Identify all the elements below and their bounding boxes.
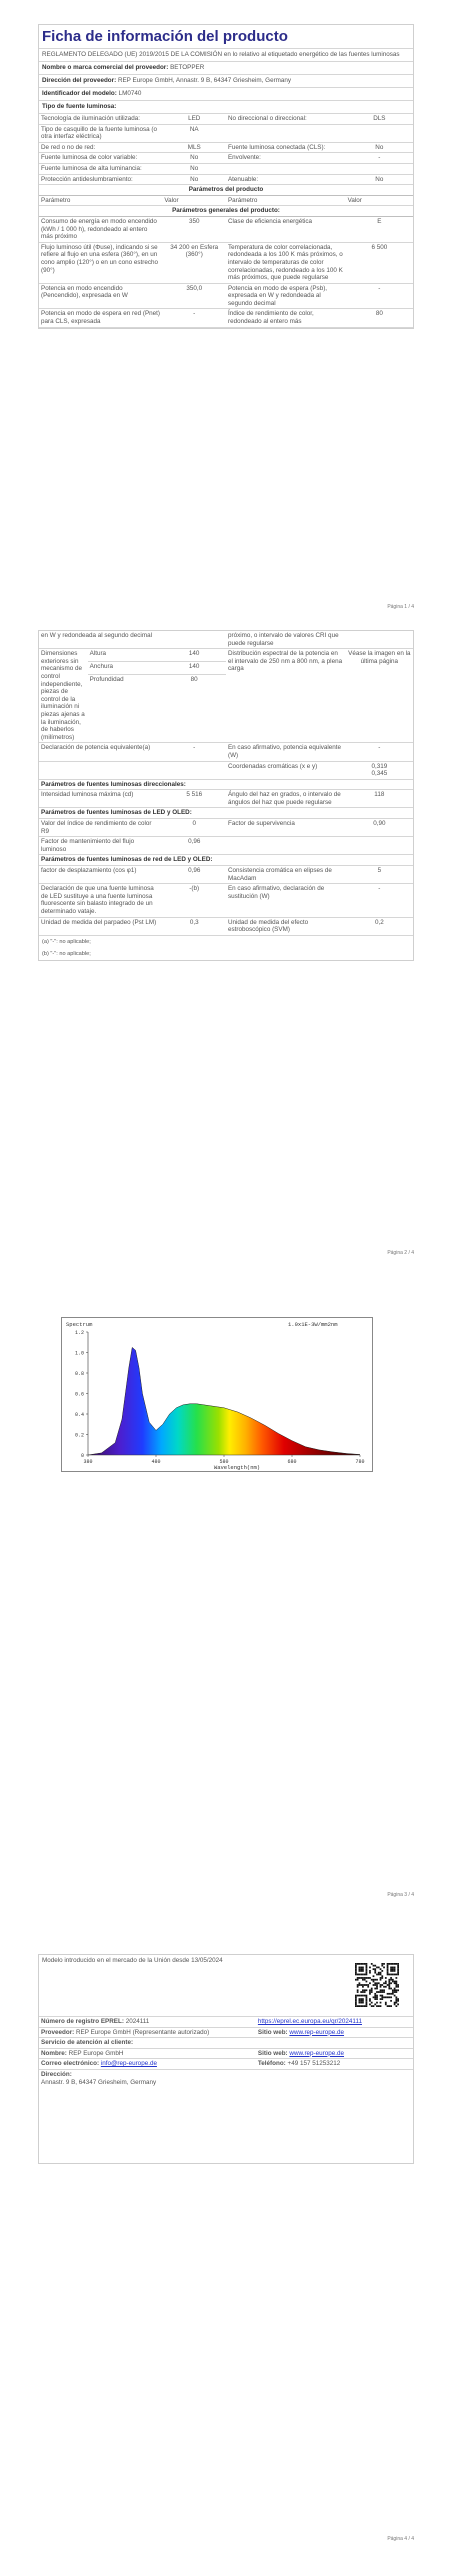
directional-table — [39, 780, 413, 936]
param-label: Atenuable: — [226, 174, 346, 185]
eprel-number: 2024111 — [125, 2018, 150, 2025]
param-value: -(b) — [162, 884, 226, 917]
param-label: Unidad de medida del efecto estroboscópico (SVM) — [226, 917, 346, 935]
footnote-b: (b) "-": no aplicable; — [42, 950, 91, 957]
page-number: Página 2 / 4 — [387, 1250, 414, 1256]
param-label: Potencia en modo encendido (Pencendido), expresada en W — [39, 283, 162, 309]
param-label: Fuente luminosa de color variable: — [39, 153, 162, 164]
param-value: 0,90 — [346, 819, 413, 837]
y-tick-label: 1.2 — [74, 1330, 84, 1336]
param-value: 350,0 — [162, 283, 226, 309]
table-row — [39, 917, 413, 935]
directional-heading: Parámetros de fuentes luminosas direccionales: — [39, 780, 413, 790]
general-heading: Parámetros generales del producto: — [39, 206, 413, 217]
chroma-label: Coordenadas cromáticas (x e y) — [226, 761, 346, 779]
service-heading: Servicio de atención al cliente: — [41, 2039, 134, 2047]
param-label: Intensidad luminosa máxima (cd) — [39, 790, 162, 808]
param-label: Envolvente: — [226, 153, 346, 164]
param-label: Tipo de casquillo de la fuente luminosa (o otra interfaz eléctrica) — [39, 124, 162, 142]
x-tick-label: 680 — [287, 1459, 297, 1465]
intro-text: Modelo introducido en el mercado de la Unión desde 13/05/2024 — [42, 1957, 223, 1964]
contact-sheet — [38, 1954, 414, 2164]
service-email-link[interactable]: info@rep-europe.de — [100, 2060, 157, 2068]
cont-left: en W y redondeada al segundo decimal — [39, 631, 162, 649]
param-value: No — [162, 153, 226, 164]
table-row — [39, 124, 413, 142]
type-table — [39, 114, 413, 185]
table-row — [39, 153, 413, 164]
param-value: LED — [162, 114, 226, 124]
param-label: Factor de supervivencia — [226, 819, 346, 837]
table-row — [39, 819, 413, 837]
service-address: Annastr. 9 B, 64347 Griesheim, Germany — [41, 2078, 157, 2086]
address-value: REP Europe GmbH, Annastr. 9 B, 64347 Griesheim, Germany — [117, 77, 292, 84]
mains-heading: Parámetros de fuentes luminosas de red de LED y OLED: — [39, 855, 413, 866]
page-4 — [0, 1930, 452, 2560]
param-value: 350 — [162, 216, 226, 242]
table-row — [39, 163, 413, 174]
y-tick-label: 0.2 — [74, 1432, 84, 1439]
param-value: No — [162, 174, 226, 185]
param-value: No — [346, 142, 413, 153]
param-label: Consumo de energía en modo encendido (kWh / 1 000 h), redondeado al entero más próximo — [39, 216, 162, 242]
provider-value: REP Europe GmbH (Representante autorizado) — [76, 2028, 210, 2036]
chart-title: Spectrum — [66, 1321, 93, 1328]
param-value: 5 — [346, 866, 413, 884]
type-heading: Tipo de fuente luminosa: — [39, 101, 413, 114]
brand-value: BETOPPER — [170, 64, 205, 71]
param-value: 118 — [346, 790, 413, 808]
page-1 — [0, 0, 452, 620]
page-2 — [0, 630, 452, 1270]
param-label: Declaración de que una fuente luminosa de LED sustituye a una fuente luminosa fluorescente sin balasto integrado de un determinado vataje. — [39, 884, 162, 917]
table-row — [39, 283, 413, 309]
param-value: 5 516 — [162, 790, 226, 808]
address-line: Dirección del proveedor: REP Europe GmbH, Annastr. 9 B, 64347 Griesheim, Germany — [39, 75, 413, 88]
param-value: 0 — [162, 819, 226, 837]
params-heading: Parámetros del producto — [39, 185, 413, 195]
param-value: 0,2 — [346, 917, 413, 935]
dims-value: 140 — [162, 662, 226, 675]
param-label: Valor del índice de rendimiento de color R9 — [39, 819, 162, 837]
y-tick-label: 0 — [80, 1453, 84, 1459]
chroma-x: 0,319 — [371, 762, 388, 770]
param-label: Fuente luminosa conectada (CLS): — [226, 142, 346, 153]
params-table-continued — [39, 631, 413, 780]
param-label: Clase de eficiencia energética — [226, 216, 346, 242]
spectrum-area — [88, 1347, 360, 1455]
equiv-r-value: - — [346, 743, 413, 761]
equiv-r-label: En caso afirmativo, potencia equivalente (W) — [226, 743, 346, 761]
param-label: Índice de rendimiento de color, redondeado al entero más — [226, 309, 346, 327]
param-label: Factor de mantenimiento del flujo luminoso — [39, 837, 162, 855]
spectrum-svg — [62, 1318, 374, 1473]
dims-label: Dimensiones exteriores sin mecanismo de control independiente, piezas de control de la iluminación ni piezas ajenas a la iluminación, de haberlos (milímetros) — [39, 649, 88, 743]
param-value: NA — [162, 124, 226, 142]
cont-right: próximo, o intervalo de valores CRI que puede regularse — [226, 631, 346, 649]
param-label: Potencia en modo de espera (Psb), expresada en W y redondeada al segundo decimal — [226, 283, 346, 309]
spectrum-chart — [61, 1317, 373, 1472]
table-row — [39, 242, 413, 283]
param-value: No — [346, 174, 413, 185]
page-number: Página 3 / 4 — [387, 1892, 414, 1898]
table-row — [39, 837, 413, 855]
table-row — [39, 114, 413, 124]
dims-name: Profundidad — [88, 675, 163, 743]
param-label — [226, 837, 346, 855]
led-heading: Parámetros de fuentes luminosas de LED y OLED: — [39, 808, 413, 819]
qr-code — [355, 1963, 399, 2007]
eprel-link[interactable]: https://eprel.ec.europa.eu/qr/2024111 — [257, 2018, 362, 2025]
param-value: 34 200 en Esfera (360°) — [162, 242, 226, 283]
param-value: DLS — [346, 114, 413, 124]
y-tick-label: 0.8 — [74, 1371, 84, 1377]
param-label: No direccional o direccional: — [226, 114, 346, 124]
param-label: Potencia en modo de espera en red (Pnet) para CLS, expresada — [39, 309, 162, 327]
regulation-text: REGLAMENTO DELEGADO (UE) 2019/2015 DE LA COMISIÓN en lo relativo al etiquetado energético de las fuentes luminosas — [39, 49, 413, 62]
product-sheet-page-1 — [38, 24, 414, 329]
param-label: Temperatura de color correlacionada, redondeada a los 100 K más próximos, o intervalo de temperaturas de color correlacionadas, redondeado a los 100 K más próximos, que puede regularse — [226, 242, 346, 283]
footnote-a: (a) "-": no aplicable; — [42, 938, 91, 945]
table-row — [39, 216, 413, 242]
service-name: REP Europe GmbH — [68, 2049, 124, 2057]
provider-website-link[interactable]: www.rep-europe.de — [289, 2028, 345, 2036]
col-param-header: Parámetro — [226, 195, 346, 206]
x-tick-label: 480 — [151, 1459, 161, 1465]
param-value — [346, 124, 413, 142]
table-row — [39, 174, 413, 185]
param-value: - — [346, 283, 413, 309]
service-website-link[interactable]: www.rep-europe.de — [289, 2049, 345, 2057]
param-label: Consistencia cromática en elipses de MacAdam — [226, 866, 346, 884]
dims-name: Altura — [88, 649, 163, 662]
param-value: E — [346, 216, 413, 242]
dims-value: 140 — [162, 649, 226, 662]
param-value: MLS — [162, 142, 226, 153]
equiv-value: - — [162, 743, 226, 761]
page-number: Página 4 / 4 — [387, 2536, 414, 2542]
y-tick-label: 0.6 — [74, 1391, 84, 1398]
product-sheet-page-2 — [38, 630, 414, 961]
param-value: 0,96 — [162, 866, 226, 884]
x-tick-label: 580 — [219, 1459, 229, 1465]
chart-annotation: 1.0x1E-3W/mm2nm — [288, 1321, 338, 1328]
col-value-header: Valor — [162, 195, 226, 206]
param-label: Unidad de medida del parpadeo (Pst LM) — [39, 917, 162, 935]
param-value: 0,96 — [162, 837, 226, 855]
param-label: Protección antideslumbramiento: — [39, 174, 162, 185]
param-value: - — [346, 153, 413, 164]
param-value — [346, 163, 413, 174]
dims-value: 80 — [162, 675, 226, 743]
param-label: factor de desplazamiento (cos φ1) — [39, 866, 162, 884]
param-value: - — [346, 884, 413, 917]
brand-line: Nombre o marca comercial del proveedor: BETOPPER — [39, 62, 413, 75]
model-line: Identificador del modelo: LM0740 — [39, 88, 413, 101]
spectral-value: Véase la imagen en la última página — [346, 649, 413, 743]
param-label — [226, 124, 346, 142]
page-number: Página 1 / 4 — [387, 604, 414, 610]
service-phone: +49 157 51253212 — [287, 2060, 341, 2068]
spectral-label: Distribución espectral de la potencia en el intervalo de 250 nm a 800 nm, a plena carga — [226, 649, 346, 743]
param-value — [346, 837, 413, 855]
param-value: 0,3 — [162, 917, 226, 935]
params-table — [39, 185, 413, 328]
x-tick-label: 380 — [83, 1459, 93, 1465]
param-value: 6 500 — [346, 242, 413, 283]
page-title: Ficha de información del producto — [39, 25, 413, 49]
param-value: 80 — [346, 309, 413, 327]
y-tick-label: 1.0 — [74, 1350, 84, 1357]
table-row — [39, 790, 413, 808]
param-label: Ángulo del haz en grados, o intervalo de ángulos del haz que puede regularse — [226, 790, 346, 808]
contact-table: Número de registro EPREL: 2024111 https://eprel.ec.europa.eu/qr/2024111 Proveedor: REP Europe GmbH (Representante autorizado) Sitio web: www.rep-europe.de Servicio de atención al cliente: Nombre: REP Europe GmbH Sitio web: www.rep-europe.de Correo electrónico: info@rep-europe.de Teléfono: +49 157 51253212 Dirección: Annastr. 9 B, 64347 Griesheim, Germany — [39, 2017, 413, 2087]
x-tick-label: 780 — [355, 1459, 365, 1465]
col-value-header: Valor — [346, 195, 413, 206]
chroma-y: 0,345 — [371, 770, 388, 778]
table-row — [39, 309, 413, 327]
param-value: No — [162, 163, 226, 174]
param-value: - — [162, 309, 226, 327]
table-row — [39, 142, 413, 153]
y-tick-label: 0.4 — [74, 1412, 84, 1418]
param-label: Tecnología de iluminación utilizada: — [39, 114, 162, 124]
model-value: LM0740 — [118, 90, 142, 97]
equiv-label: Declaración de potencia equivalente(a) — [39, 743, 162, 761]
chroma-values — [346, 761, 413, 779]
param-label: Fuente luminosa de alta luminancia: — [39, 163, 162, 174]
chart-x-axis-label: Wavelength(nm) — [213, 1464, 261, 1471]
param-label: En caso afirmativo, declaración de sustitución (W) — [226, 884, 346, 917]
param-label — [226, 163, 346, 174]
col-param-header: Parámetro — [39, 195, 162, 206]
table-row — [39, 884, 413, 917]
dims-name: Anchura — [88, 662, 163, 675]
param-label: De red o no de red: — [39, 142, 162, 153]
table-row — [39, 866, 413, 884]
param-label: Flujo luminoso útil (Φuse), indicando si se refiere al flujo en una esfera (360°), en un cono amplio (120°) o en un cono estrecho (90°) — [39, 242, 162, 283]
